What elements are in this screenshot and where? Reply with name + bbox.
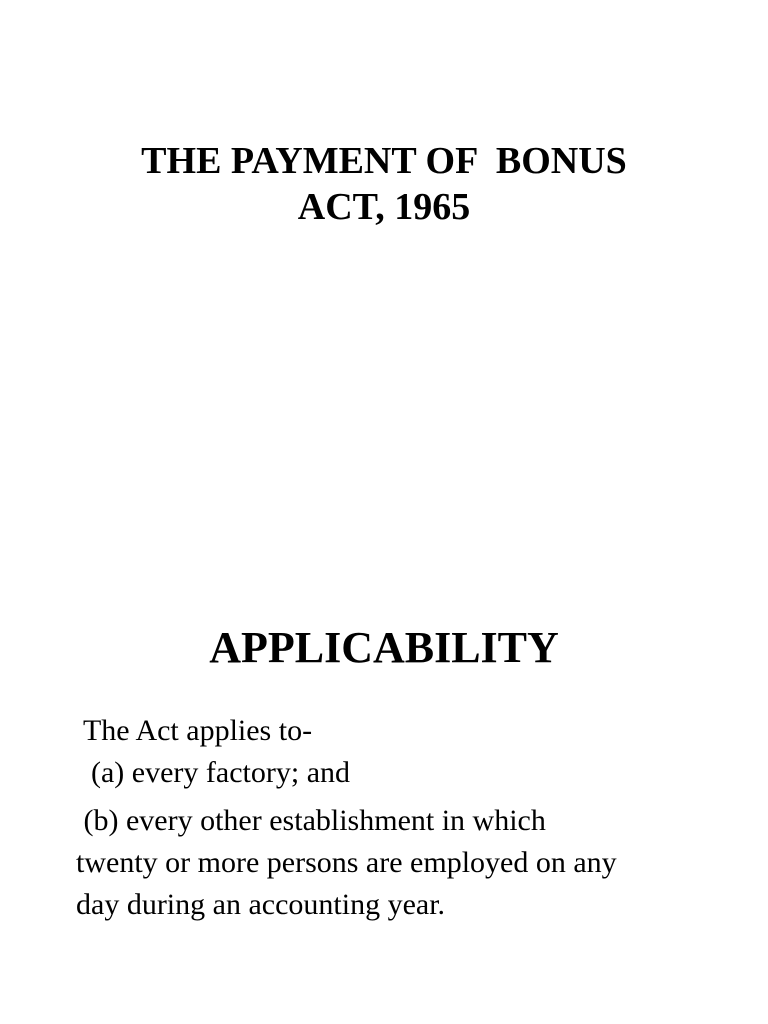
item-b-text-line-2: twenty or more persons are employed on any [76, 846, 617, 879]
applicability-body [76, 710, 716, 926]
item-a-text: (a) every factory; and [76, 756, 351, 789]
document-title-line-1: THE PAYMENT OF BONUS [141, 140, 627, 182]
section-heading: APPLICABILITY [209, 623, 559, 672]
item-b-text-line-3: day during an accounting year. [76, 888, 446, 921]
item-b-text-line-1: (b) every other establishment in which [76, 804, 546, 837]
document-title-line-2: ACT, 1965 [297, 186, 471, 228]
applicability-slide [0, 560, 768, 1024]
document-title [0, 138, 768, 230]
intro-text: The Act applies to- [76, 714, 313, 747]
